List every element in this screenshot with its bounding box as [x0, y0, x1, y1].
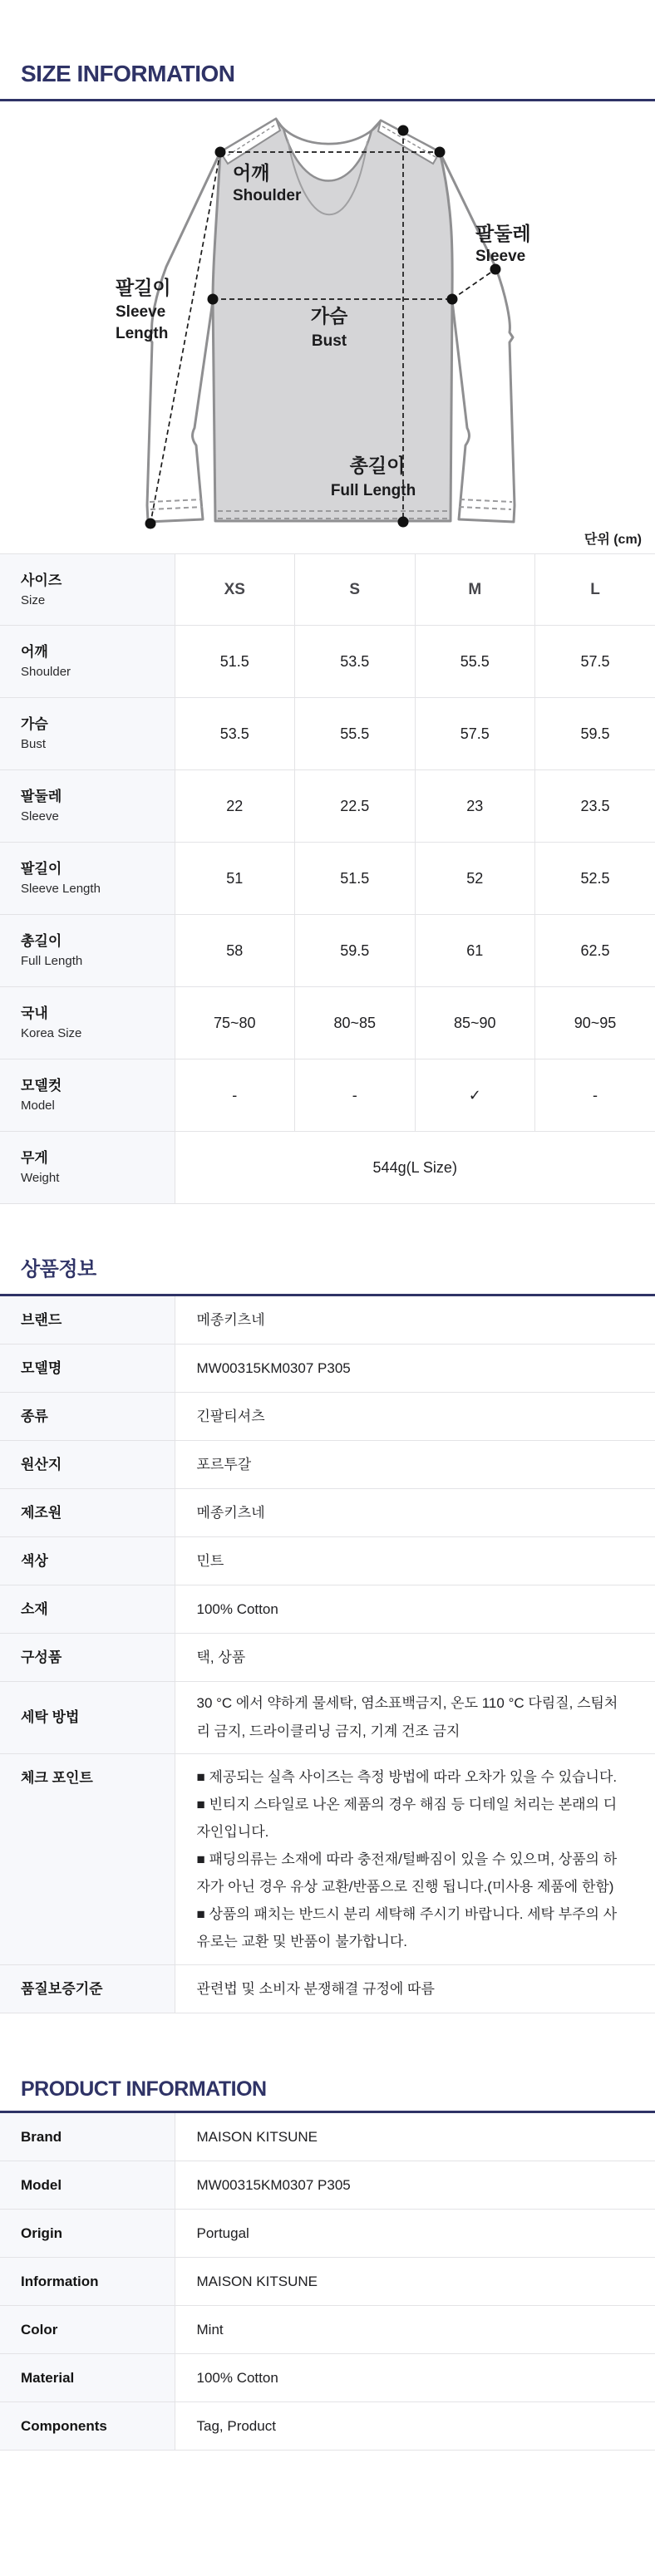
size-col-l: L	[535, 554, 655, 626]
size-value: 55.5	[415, 626, 535, 698]
size-value: 51.5	[295, 843, 416, 915]
diagram-sleeve-length-label-ko: 팔길이	[116, 277, 171, 299]
diagram-bust-label-ko: 가슴	[310, 305, 348, 327]
size-value: 90~95	[535, 987, 655, 1059]
row-label: 국내 Korea Size	[0, 987, 175, 1059]
row-label: 팔길이 Sleeve Length	[0, 843, 175, 915]
size-value: 57.5	[535, 626, 655, 698]
diagram-sleeve-label-en: Sleeve	[475, 248, 526, 266]
info-row-manufacturer: 제조원 메종키츠네	[0, 1488, 655, 1536]
row-label: 어깨 Shoulder	[0, 626, 175, 698]
size-value: 51	[175, 843, 295, 915]
info-row-origin-en: Origin Portugal	[0, 2209, 655, 2257]
diagram-sleeve-length-label-en1: Sleeve	[116, 303, 166, 322]
info-row-color-en: Color Mint	[0, 2305, 655, 2353]
size-value: 61	[415, 915, 535, 987]
info-row-model: 모델명 MW00315KM0307 P305	[0, 1344, 655, 1392]
info-row-type: 종류 긴팔티셔츠	[0, 1392, 655, 1440]
diagram-sleeve-length-label-en2: Length	[116, 325, 169, 343]
check-point-bullet: ■ 상품의 패치는 반드시 분리 세탁해 주시기 바랍니다. 세탁 부주의 사유로는 교환 및 반품이 불가합니다.	[196, 1905, 618, 1949]
size-value: 23	[415, 770, 535, 843]
info-row-components: 구성품 택, 상품	[0, 1633, 655, 1681]
row-label: 팔둘레 Sleeve	[0, 770, 175, 843]
size-row-sleeve	[0, 770, 655, 843]
row-label: 총길이 Full Length	[0, 915, 175, 987]
size-value: 22	[175, 770, 295, 843]
info-row-origin: 원산지 포르투갈	[0, 1440, 655, 1488]
product-info-en-table	[0, 2113, 655, 2451]
section-divider	[0, 99, 655, 101]
size-row-full-length	[0, 915, 655, 987]
size-col-xs: XS	[175, 554, 295, 626]
model-fit-check-m: ✓	[415, 1059, 535, 1132]
check-point-bullet: ■ 빈티지 스타일로 나온 제품의 경우 해짐 등 디테일 처리는 본래의 디자인입니다.	[196, 1796, 618, 1840]
size-value: 52	[415, 843, 535, 915]
size-row-sleeve-length	[0, 843, 655, 915]
size-value: 62.5	[535, 915, 655, 987]
info-row-color: 색상 민트	[0, 1536, 655, 1585]
size-row-shoulder	[0, 626, 655, 698]
size-table-header-row	[0, 554, 655, 626]
size-value: 23.5	[535, 770, 655, 843]
size-table	[0, 553, 655, 1204]
info-row-washing: 세탁 방법 30 °C 에서 약하게 물세탁, 염소표백금지, 온도 110 °C 다림질, 스팀처리 금지, 드라이클리닝 금지, 기계 건조 금지	[0, 1681, 655, 1753]
size-value: 22.5	[295, 770, 416, 843]
size-value: 85~90	[415, 987, 535, 1059]
row-label: 가슴 Bust	[0, 698, 175, 770]
size-row-weight	[0, 1132, 655, 1204]
size-row-model	[0, 1059, 655, 1132]
product-info-en-title: PRODUCT INFORMATION	[21, 2077, 267, 2101]
size-row-bust	[0, 698, 655, 770]
size-value: 75~80	[175, 987, 295, 1059]
diagram-sleeve-label-ko: 팔둘레	[475, 223, 531, 245]
size-value: 55.5	[295, 698, 416, 770]
info-row-components-en: Components Tag, Product	[0, 2401, 655, 2450]
info-row-brand: 브랜드 메종키츠네	[0, 1296, 655, 1345]
size-value: 53.5	[295, 626, 416, 698]
size-information-title: SIZE INFORMATION	[21, 61, 235, 86]
size-col-s: S	[295, 554, 416, 626]
product-info-ko-table	[0, 1296, 655, 2013]
row-label: 모델컷 Model	[0, 1059, 175, 1132]
size-col-m: M	[415, 554, 535, 626]
product-info-ko-title: 상품정보	[21, 1258, 96, 1281]
info-row-material-en: Material 100% Cotton	[0, 2353, 655, 2401]
size-header-label: 사이즈 Size	[0, 554, 175, 626]
info-row-information-en: Information MAISON KITSUNE	[0, 2257, 655, 2305]
unit-note: 단위 (cm)	[584, 533, 642, 548]
size-value: 57.5	[415, 698, 535, 770]
model-fit-xs: -	[175, 1059, 295, 1132]
diagram-shoulder-label-ko: 어깨	[233, 162, 270, 184]
size-value: 52.5	[535, 843, 655, 915]
size-value: 51.5	[175, 626, 295, 698]
size-value: 59.5	[295, 915, 416, 987]
diagram-full-length-label-en: Full Length	[330, 482, 416, 500]
check-point-bullet: ■ 제공되는 실측 사이즈는 측정 방법에 따라 오차가 있을 수 있습니다.	[196, 1768, 618, 1785]
check-point-bullet: ■ 패딩의류는 소재에 따라 충전재/털빠짐이 있을 수 있으며, 상품의 하자가 아닌 경우 유상 교환/반품으로 진행 됩니다.(미사용 제품에 한함)	[196, 1851, 618, 1895]
info-row-warranty: 품질보증기준 관련법 및 소비자 분쟁해결 규정에 따름	[0, 1964, 655, 2013]
row-label: 무게 Weight	[0, 1132, 175, 1204]
size-value: 80~85	[295, 987, 416, 1059]
size-value: 53.5	[175, 698, 295, 770]
diagram-bust-label-en: Bust	[311, 332, 347, 351]
info-row-model-en: Model MW00315KM0307 P305	[0, 2161, 655, 2209]
weight-value: 544g(L Size)	[175, 1132, 655, 1204]
info-row-brand-en: Brand MAISON KITSUNE	[0, 2113, 655, 2161]
check-points-text	[175, 1753, 655, 1964]
size-value: 59.5	[535, 698, 655, 770]
shirt-measurement-diagram	[70, 115, 585, 530]
model-fit-l: -	[535, 1059, 655, 1132]
shirt-diagram-svg	[70, 115, 585, 530]
info-row-check-points: 체크 포인트 ■ 제공되는 실측 사이즈는 측정 방법에 따라 오차가 있을 수 있습니다. ■ 빈티지 스타일로 나온 제품의 경우 해짐 등 디테일 처리는 본래의 디자인입니다. ■ 패딩의류는 소재에 따라 충전재/털빠짐이 있을 수 있으며, 상품의 하자가 아닌 경우 유상 교환/반품으로 진행 됩니다.(미사용 제품에 한함) ■ 상품의 패치는 반드시 분리 세탁해 주시기 바랍니다. 세탁 부주의 사유로는 교환 및 반품이 불가합니다.	[0, 1753, 655, 1964]
diagram-full-length-label-ko: 총길이	[349, 455, 406, 477]
info-row-material: 소재 100% Cotton	[0, 1585, 655, 1633]
size-value: 58	[175, 915, 295, 987]
size-row-korea-size	[0, 987, 655, 1059]
diagram-shoulder-label-en: Shoulder	[233, 187, 302, 205]
model-fit-s: -	[295, 1059, 416, 1132]
